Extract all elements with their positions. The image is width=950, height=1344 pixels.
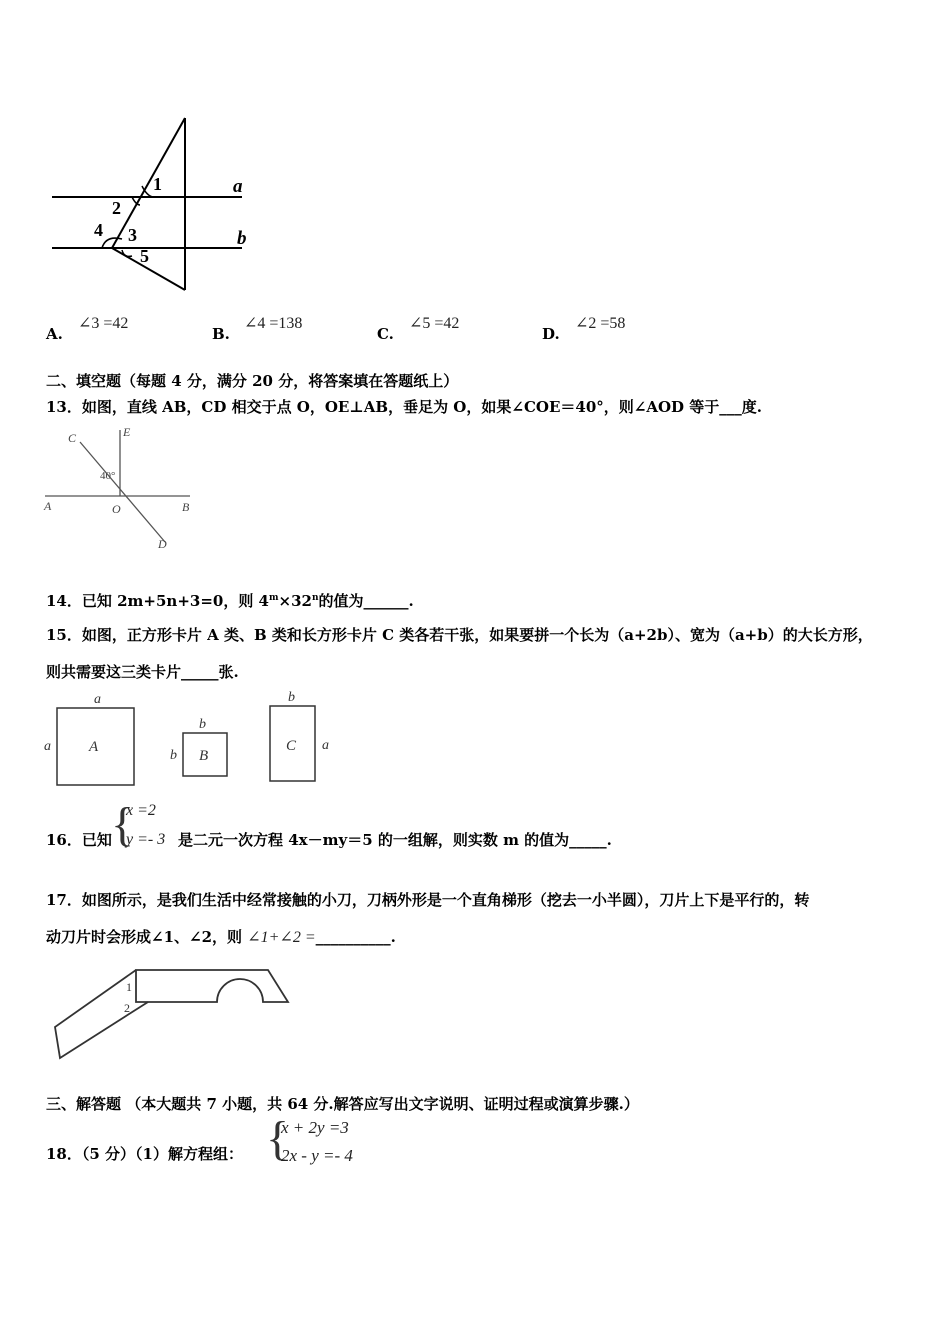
label-a: a [233,176,243,197]
option-b-letter: B. [212,325,230,343]
q18-eq2: 2x - y =- 4 [281,1146,353,1165]
transversal [112,118,185,248]
label-b: b [237,228,247,249]
q15-line2: 则共需要这三类卡片_____张. [46,663,239,681]
q17-knife-figure [50,962,300,1067]
option-d-letter: D. [542,325,560,343]
label-5: 5 [140,246,149,266]
q14-text [46,590,414,611]
section-3-title: 三、解答题 （本大题共 7 小题，共 64 分.解答应写出文字说明、证明过程或演算步骤.） [46,1095,639,1113]
q15-cards-figure [40,690,350,790]
card-c-name: C [286,738,297,754]
option-a-letter: A. [46,325,63,343]
q17-expr: ∠1+∠2 = [247,929,316,946]
q14-sup-n: n [311,593,319,603]
label-4: 4 [94,220,103,240]
q16-brace: { [111,798,135,851]
label-a: A [44,499,52,513]
card-c-top: b [288,690,295,705]
option-a-expr: ∠3 =42 [78,315,129,332]
line-cd [80,442,165,542]
q18-eq1: x + 2y =3 [281,1118,349,1137]
label-1: 1 [153,174,162,194]
q14-sup-m: m [269,593,279,603]
q15-line1: 15．如图，正方形卡片 A 类、B 类和长方形卡片 C 类各若干张，如果要拼一个长为（a+2b）、宽为（a+b）的大长方形， [46,626,873,644]
q18-brace: { [266,1112,290,1165]
knife-handle [136,970,288,1002]
label-o: O [112,502,121,516]
card-c-side: a [322,738,329,753]
q16-eq1: x =2 [126,802,156,819]
label-d: D [158,537,167,551]
angle-label-2: 2 [124,1001,130,1015]
q17-line1: 17．如图所示，是我们生活中经常接触的小刀，刀柄外形是一个直角梯形（挖去一小半圆），刀片上下是平行的，转 [46,891,810,909]
card-b-side: b [170,748,177,763]
q13-figure [40,422,210,557]
q16-suffix: 是二元一次方程 4x－my＝5 的一组解，则实数 m 的值为_____. [178,831,612,849]
q16-eq2: y =- 3 [126,831,166,848]
label-e: E [123,425,131,439]
q17-line2 [46,926,396,947]
q14-part-a: 14．已知 2m+5n+3=0，则 4 [46,592,269,610]
q14-part-b: ×32 [278,592,312,610]
option-b-expr: ∠4 =138 [244,315,303,332]
section-2-title: 二、填空题（每题 4 分，满分 20 分，将答案填在答题纸上） [46,372,459,390]
knife-blade [55,970,148,1058]
q16-prefix: 16．已知 [46,831,112,849]
label-3: 3 [128,225,137,245]
card-b-name: B [199,748,209,764]
q14-part-c: 的值为______. [318,592,414,610]
q18-prefix: 18．（5 分）（1）解方程组： [46,1145,243,1163]
label-b: B [182,500,190,514]
option-d-expr: ∠2 =58 [575,315,626,332]
q17-line2-b: __________. [315,928,396,946]
card-a-side: a [44,739,51,754]
card-a-top: a [94,692,101,707]
q17-line2-a: 动刀片时会形成∠1、∠2，则 [46,928,243,946]
label-2: 2 [112,198,121,218]
angle-label-1: 1 [126,980,132,994]
card-b-top: b [199,717,206,732]
option-c-letter: C. [377,325,394,343]
card-a-name: A [89,739,99,755]
q12-figure [40,110,280,300]
q13-text: 13．如图，直线 AB，CD 相交于点 O，OE⊥AB，垂足为 O，如果∠COE＝40°，则∠AOD 等于___度. [46,398,762,416]
option-c-expr: ∠5 =42 [409,315,460,332]
label-40: 40° [100,470,116,482]
label-c: C [68,431,77,445]
